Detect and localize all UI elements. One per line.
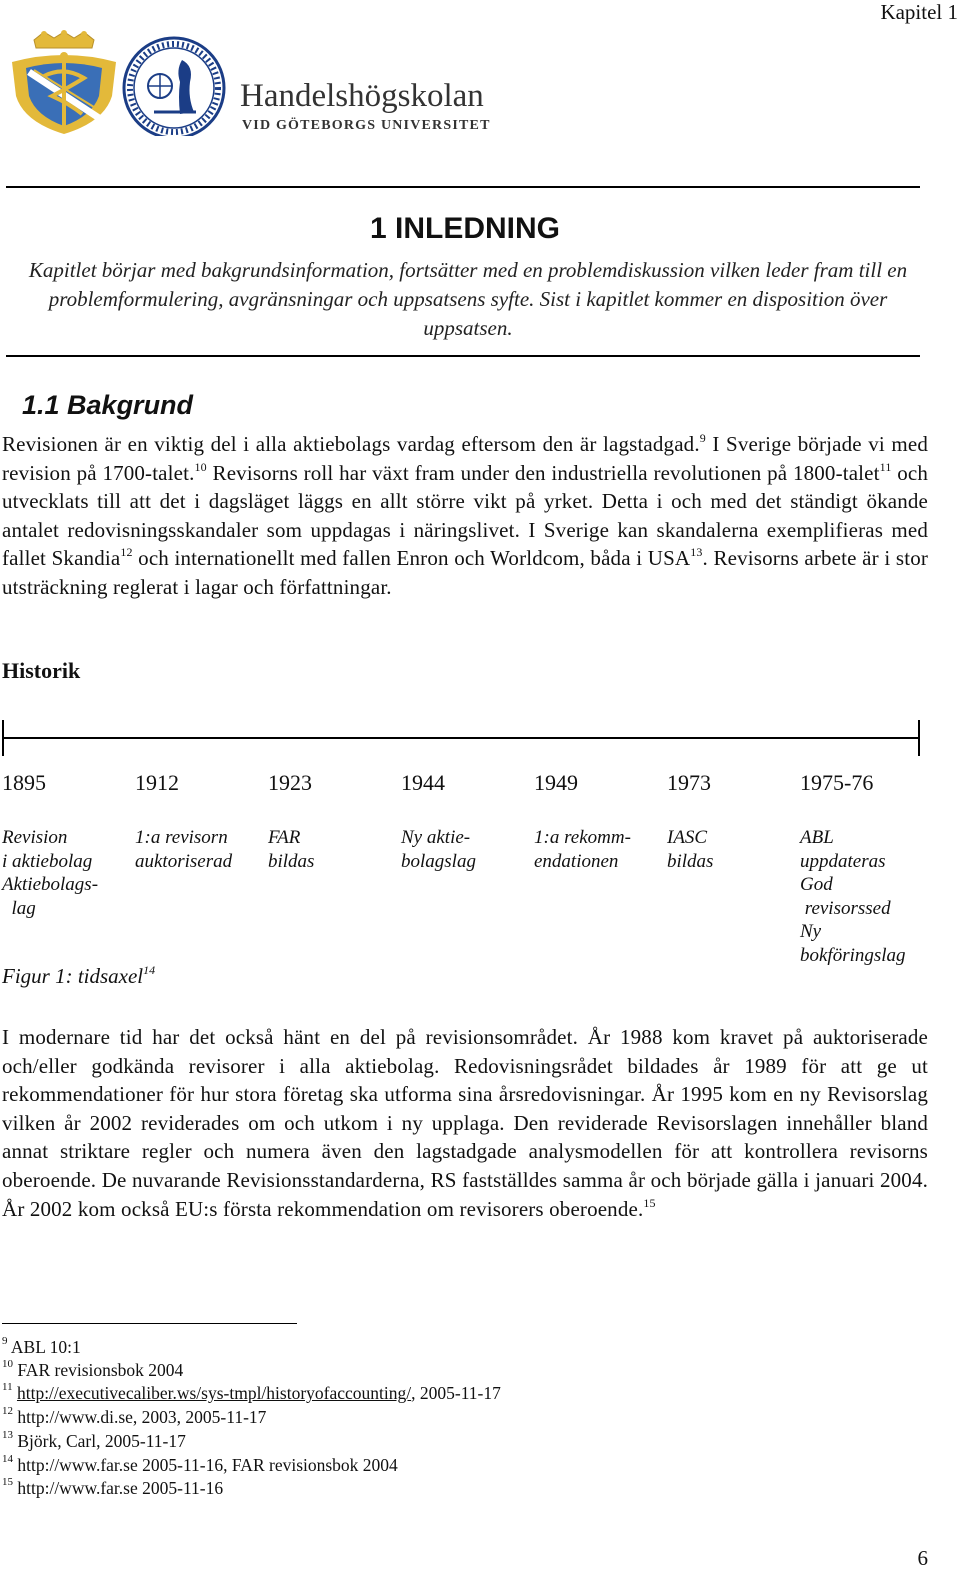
figure-caption-text: Figur 1: tidsaxel [2, 964, 144, 988]
city-shield-icon [12, 30, 116, 134]
timeline-event: Ny aktie- bolagslag [401, 827, 476, 872]
footnote [2, 1478, 223, 1498]
timeline-event: 1:a rekomm- endationen [534, 827, 631, 872]
footnote-ref: 15 [643, 1195, 656, 1210]
footnote-ref: 10 [194, 459, 207, 474]
paragraph-text: och utvecklats till att det i dagsläget läggs en allt större vikt på yrket. Detta i och med det ständigt ökande antalet redovisningsskandaler som uppdagas i näringslivet. I Sverige kan skandalerna exemplifieras med fallet Skandia [2, 460, 928, 571]
timeline-year: 1923 [268, 770, 312, 795]
chapter-heading: 1 INLEDNING [369, 212, 561, 245]
footnote-text: http://www.far.se 2005-11-16 [17, 1478, 224, 1498]
paragraph-text: och internationellt med fallen Enron och Worldcom, båda i USA [132, 546, 691, 571]
footnote-ref: 12 [120, 545, 133, 560]
paragraph-text: Revisionen är en viktig del i alla aktiebolags vardag eftersom den är lagstadgad. [2, 432, 700, 456]
footnote [2, 1360, 183, 1380]
historik-heading: Historik [2, 658, 81, 683]
footnote [2, 1383, 501, 1403]
university-logos-icon [4, 26, 504, 136]
timeline-year: 1944 [401, 770, 445, 795]
paragraph-text: Revisorns roll har växt fram under den industriella revolutionen på 1800-talet [206, 460, 880, 485]
timeline-event: ABL uppdateras God revisorssed Ny bokföringslag [800, 827, 906, 966]
timeline-event: 1:a revisorn auktoriserad [135, 827, 233, 872]
footnote-number: 11 [2, 1381, 13, 1394]
top-divider [6, 186, 920, 188]
logo-name-text: Handelshögskolan [240, 78, 484, 114]
footnote-text: ABL 10:1 [10, 1337, 81, 1357]
timeline-end-tick [918, 720, 920, 756]
timeline-year: 1975-76 [800, 770, 874, 795]
chapter-intro: Kapitlet börjar med bakgrundsinformation, fortsätter med en problemdiskussion vilken leder fram till en problemformulering, avgränsningar och uppsatsens syfte. Sist i kapitlet kommer en disposition över uppsatsen. [28, 258, 908, 340]
footnote-number: 13 [2, 1429, 13, 1442]
background-paragraph [2, 430, 928, 602]
footnote-number: 14 [2, 1453, 13, 1466]
timeline-axis [2, 737, 920, 739]
footnote-ref: 13 [690, 545, 703, 560]
intro-divider [6, 355, 920, 357]
footnote-link[interactable]: http://executivecaliber.ws/sys-tmpl/historyofaccounting/ [16, 1383, 412, 1403]
footnote [2, 1431, 186, 1451]
timeline-year: 1895 [2, 770, 46, 795]
modern-history-paragraph [2, 1023, 928, 1223]
paragraph-text: I Sverige började vi med revision på 1700-talet. [2, 432, 928, 485]
timeline-year: 1949 [534, 770, 578, 795]
footnote-divider [2, 1323, 297, 1324]
footnote-text: FAR revisionsbok 2004 [17, 1360, 184, 1380]
footnote [2, 1337, 81, 1357]
timeline-event: Revision i aktiebolag Aktiebolags- lag [2, 827, 99, 919]
logo-subtitle-text: VID GÖTEBORGS UNIVERSITET [242, 118, 491, 133]
page-number: 6 [917, 1546, 928, 1570]
university-seal-icon [124, 38, 224, 136]
footnote-number: 9 [2, 1335, 8, 1348]
figure-caption [2, 964, 155, 989]
timeline-event: FAR bildas [268, 827, 315, 872]
timeline-year: 1973 [667, 770, 711, 795]
footnote [2, 1455, 398, 1475]
footnote-ref: 14 [143, 963, 156, 977]
footnote-number: 15 [2, 1476, 13, 1489]
timeline-year: 1912 [135, 770, 179, 795]
footnote-text: http://www.di.se, 2003, 2005-11-17 [17, 1407, 267, 1427]
footnote-number: 10 [2, 1358, 13, 1371]
footnote-number: 12 [2, 1405, 13, 1418]
section-heading: 1.1 Bakgrund [22, 390, 194, 420]
timeline-event: IASC bildas [667, 827, 714, 872]
footnote-ref: 9 [699, 431, 706, 445]
footnote-text: , 2005-11-17 [411, 1383, 501, 1403]
paragraph-text: I modernare tid har det också hänt en del på revisionsområdet. År 1988 kom kravet på auktoriserade och/eller godkända revisorer i alla aktiebolag. Redovisningsrådet bildades år 1989 för att ge ut rekommendationer för hur stora företag ska utforma sina årsredovisningar. År 1995 kom en ny Revisorslag vilken år 2002 reviderades om och utkom i ny upplaga. Den reviderade Revisorslagen innehåller bland annat striktare regler och numera även den lagstadgade analysmodellen för att kontrollera revisorns oberoende. De nuvarande Revisionsstandarderna, RS fastställdes samma år och började gälla i januari 2004. År 2002 kom också EU:s första rekommendation om revisorers oberoende. [2, 1025, 928, 1221]
paragraph-text: . Revisorns arbete är i stor utsträckning reglerat i lagar och författningar. [2, 546, 928, 599]
footnote-text: Björk, Carl, 2005-11-17 [17, 1431, 186, 1451]
chapter-label: Kapitel 1 [880, 0, 958, 24]
logo-area [4, 26, 504, 136]
footnote-ref: 11 [879, 459, 892, 474]
footnote [2, 1407, 266, 1427]
footnote-text: http://www.far.se 2005-11-16, FAR revisionsbok 2004 [17, 1455, 398, 1475]
